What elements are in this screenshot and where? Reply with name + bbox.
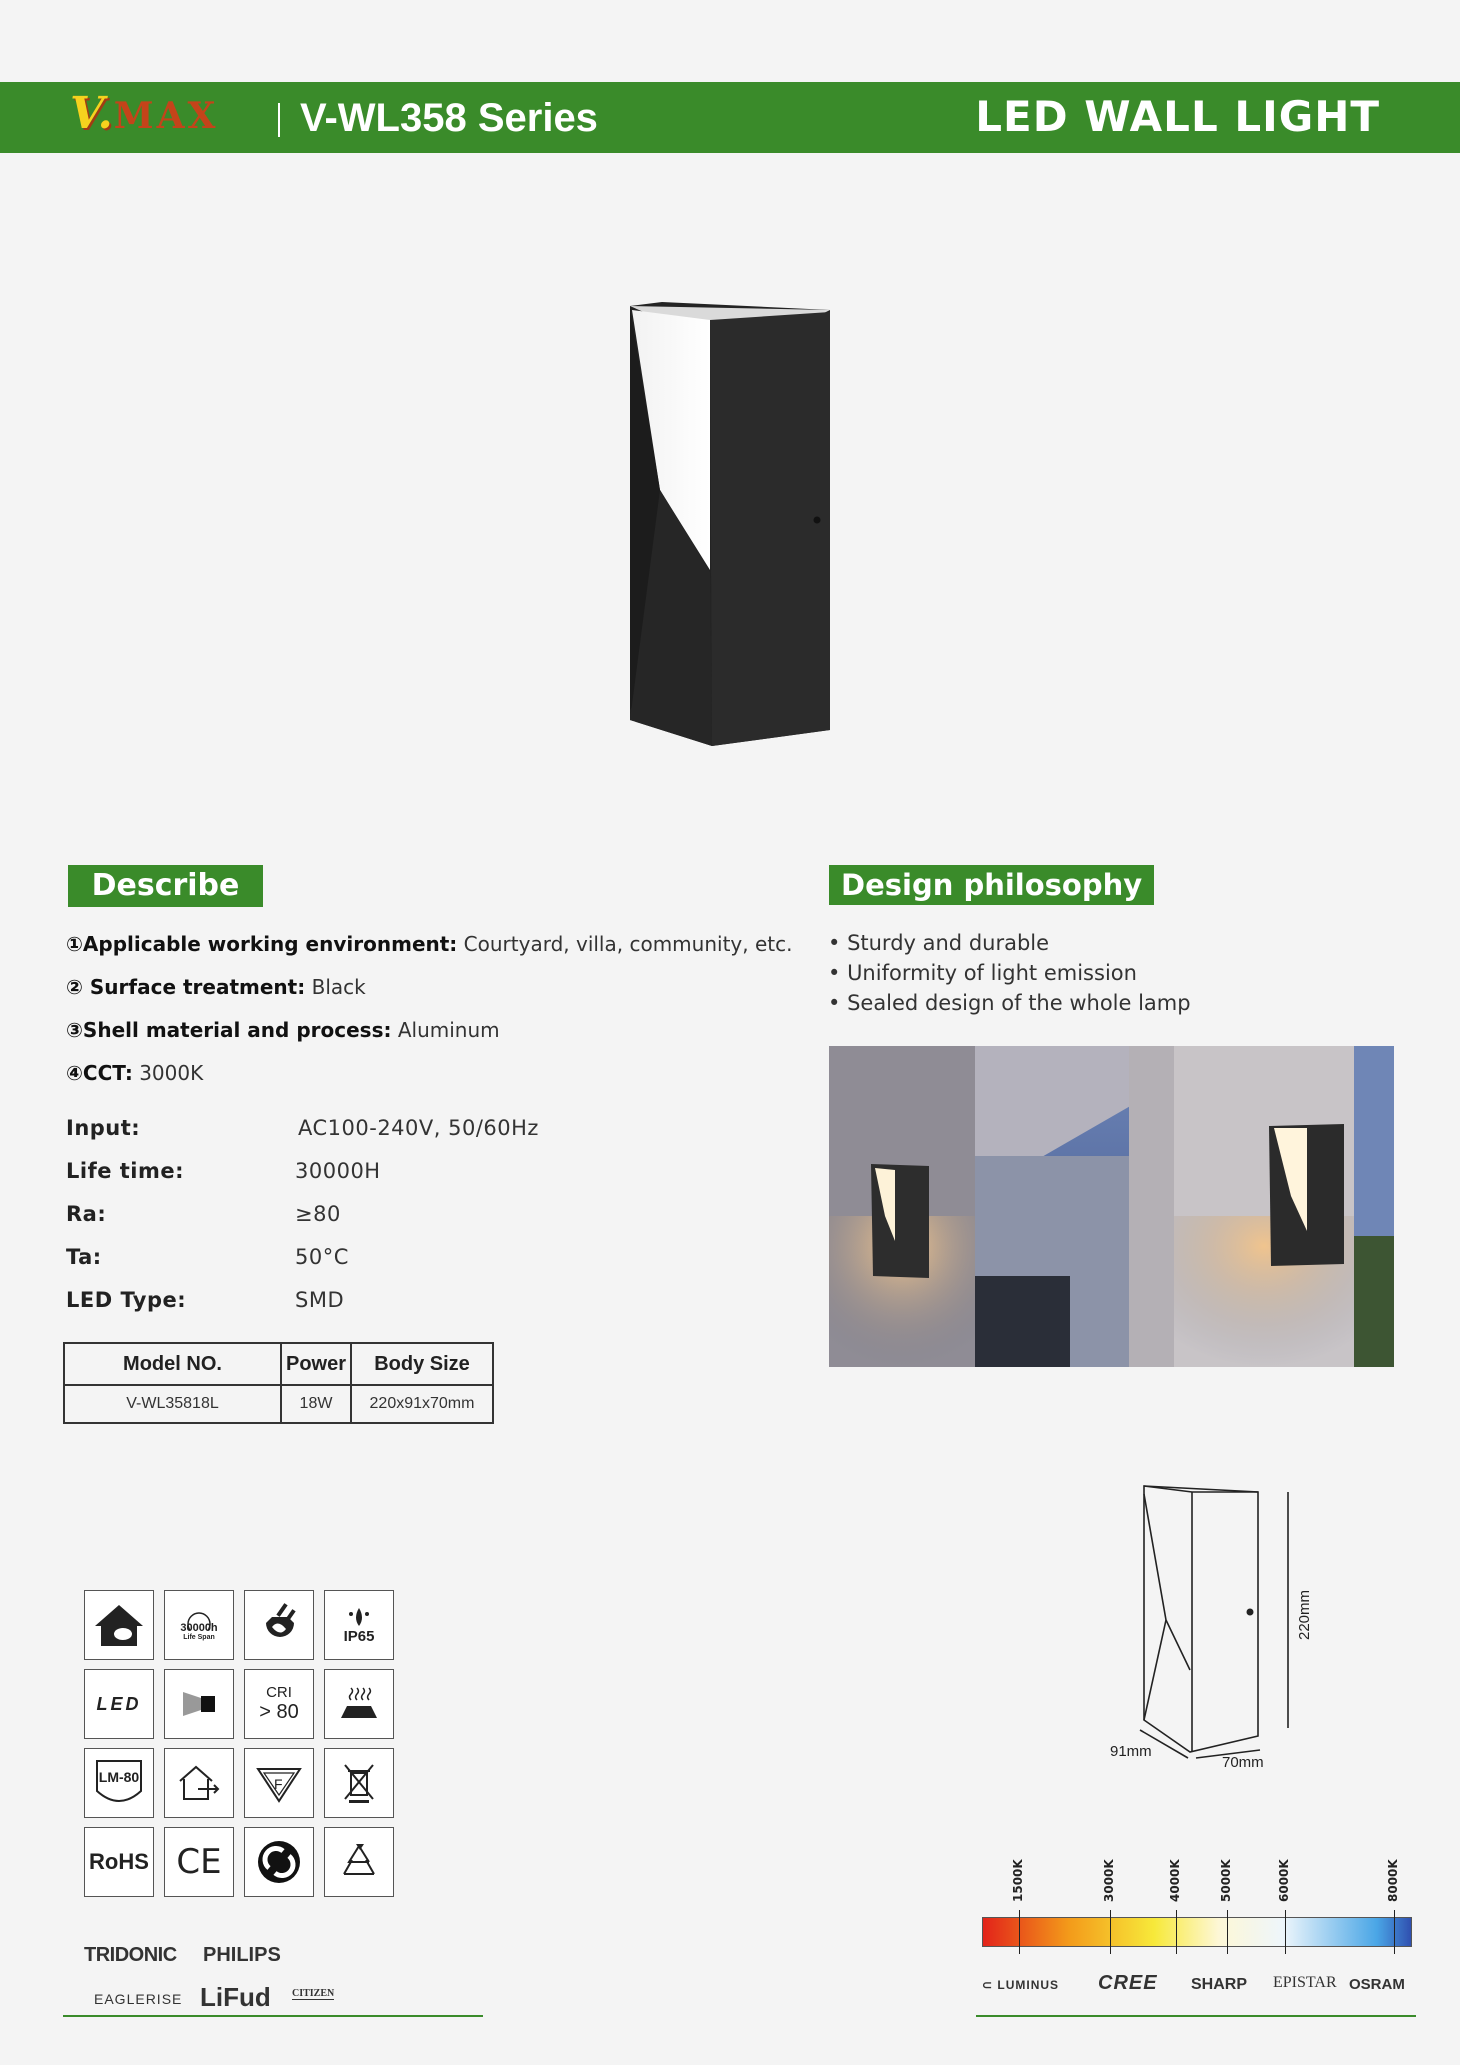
describe-heading: Describe	[68, 865, 263, 907]
cct-tick	[1394, 1910, 1395, 1954]
footer-rule-right	[976, 2015, 1416, 2017]
table-cell-model: V-WL35818L	[64, 1385, 281, 1423]
spec-value-ta: 50°C	[295, 1245, 349, 1269]
table-header-model: Model NO.	[64, 1343, 281, 1385]
footer-rule-left	[63, 2015, 483, 2017]
spec-key-life-time: Life time:	[66, 1159, 185, 1183]
cct-color-bar	[982, 1917, 1412, 1947]
brand-philips: PHILIPS	[203, 1944, 281, 1966]
brand-osram: OSRAM	[1349, 1976, 1405, 1993]
brand-cree: CREE	[1098, 1972, 1158, 1994]
describe-line-shell: ③Shell material and process: Aluminum	[66, 1018, 500, 1042]
spec-key-led-type: LED Type:	[66, 1288, 187, 1312]
spec-value-life-time: 30000H	[295, 1159, 381, 1183]
recycle-icon	[324, 1827, 394, 1897]
cct-label: 4000K	[1168, 1859, 1182, 1902]
describe-line-surface: ② Surface treatment: Black	[66, 975, 366, 999]
table-row	[64, 1385, 493, 1423]
spec-key-ta: Ta:	[66, 1245, 102, 1269]
installation-scene-photo	[829, 1046, 1394, 1367]
table-header-row	[64, 1343, 493, 1385]
brand-lifud: LiFud	[200, 1982, 271, 2012]
cct-tick	[1227, 1910, 1228, 1954]
header-separator	[278, 103, 280, 137]
cct-label: 5000K	[1219, 1859, 1233, 1902]
cct-tick	[1285, 1910, 1286, 1954]
lifespan-icon: 30000h Life Span	[164, 1590, 234, 1660]
brand-citizen: CITIZEN	[292, 1988, 335, 1999]
lm80-icon: LM-80	[84, 1748, 154, 1818]
design-bullet: • Uniformity of light emission	[828, 961, 1137, 985]
product-image	[600, 290, 860, 760]
cct-tick	[1176, 1910, 1177, 1954]
spec-value-led-type: SMD	[295, 1288, 345, 1312]
rohs-icon: RoHS	[84, 1827, 154, 1897]
indoor-outdoor-icon	[164, 1748, 234, 1818]
weee-bin-icon	[324, 1748, 394, 1818]
heat-dissipation-icon	[324, 1669, 394, 1739]
cct-label: 1500K	[1011, 1859, 1025, 1902]
table-header-power: Power	[281, 1343, 351, 1385]
plug-icon	[244, 1590, 314, 1660]
design-bullet: • Sturdy and durable	[828, 931, 1050, 955]
brand-epistar: EPISTAR	[1273, 1974, 1337, 1991]
home-icon	[84, 1590, 154, 1660]
dimension-height: 220mm	[1296, 1589, 1313, 1640]
svg-text:F: F	[274, 1776, 283, 1792]
cct-label: 6000K	[1277, 1859, 1291, 1902]
table-cell-body-size: 220x91x70mm	[351, 1385, 493, 1423]
dimension-depth: 70mm	[1222, 1754, 1264, 1771]
model-table	[63, 1342, 494, 1424]
cct-label: 3000K	[1102, 1859, 1116, 1902]
spec-key-input: Input:	[66, 1116, 141, 1140]
spec-value-ra: ≥80	[295, 1202, 341, 1226]
brand-sharp: SHARP	[1191, 1976, 1248, 1993]
spec-key-ra: Ra:	[66, 1202, 107, 1226]
ip65-icon: IP65	[324, 1590, 394, 1660]
cct-tick	[1110, 1910, 1111, 1954]
brand-tridonic: TRIDONIC	[84, 1944, 177, 1966]
beam-angle-icon	[164, 1669, 234, 1739]
cct-tick	[1019, 1910, 1020, 1954]
describe-line-environment: ①Applicable working environment: Courtyard, villa, community, etc.	[66, 932, 793, 956]
brand-logo: V.MAX	[70, 88, 219, 139]
design-bullet: • Sealed design of the whole lamp	[828, 991, 1191, 1015]
brand-eaglerise: EAGLERISE	[94, 1991, 183, 2007]
design-philosophy-heading: Design philosophy	[829, 865, 1154, 905]
product-category: LED WALL LIGHT	[975, 92, 1380, 141]
f-mark-icon	[244, 1748, 314, 1818]
green-dot-icon	[244, 1827, 314, 1897]
dimension-width: 91mm	[1110, 1743, 1152, 1760]
series-title: V-WL358 Series	[300, 96, 598, 140]
spec-value-input: AC100-240V, 50/60Hz	[298, 1116, 539, 1140]
cct-label: 8000K	[1386, 1859, 1400, 1902]
brand-luminus: ⊂ LUMINUS	[982, 1978, 1060, 1992]
cri-icon: CRI > 80	[244, 1669, 314, 1739]
led-icon: LED	[84, 1669, 154, 1739]
describe-line-cct: ④CCT: 3000K	[66, 1061, 204, 1085]
table-cell-power: 18W	[281, 1385, 351, 1423]
ce-icon: CE	[164, 1827, 234, 1897]
table-header-body-size: Body Size	[351, 1343, 493, 1385]
